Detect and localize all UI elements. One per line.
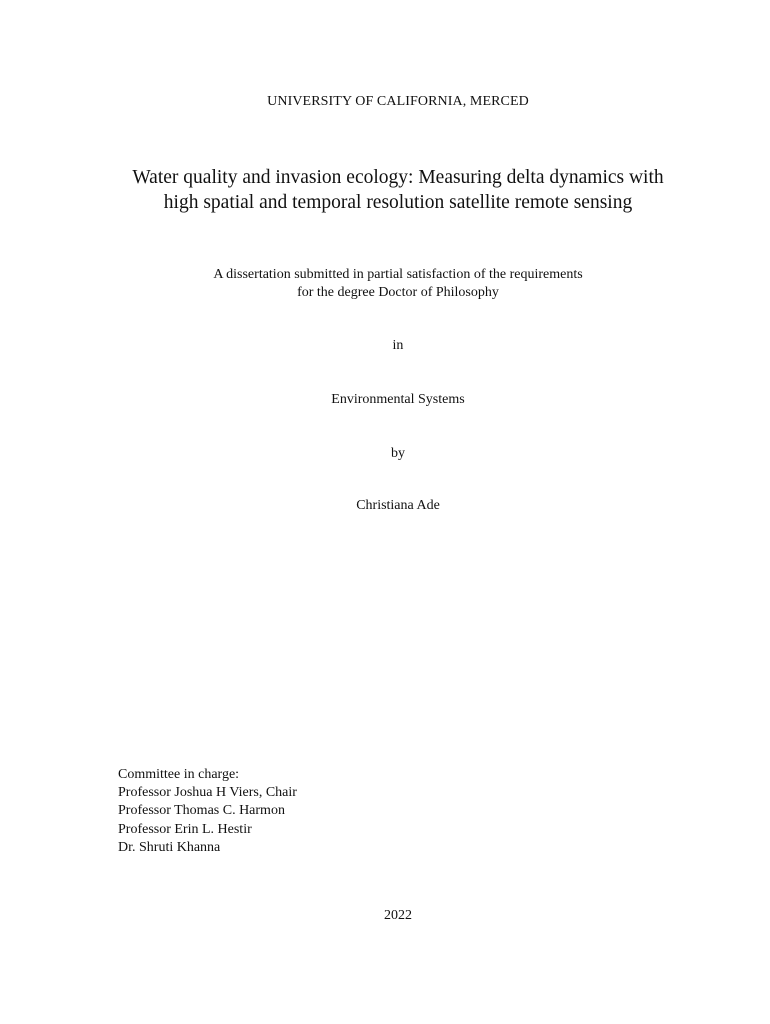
title-line-2: high spatial and temporal resolution satellite remote sensing	[163, 192, 633, 213]
committee-heading: Committee in charge:	[118, 767, 240, 782]
title-line-1: Water quality and invasion ecology: Measuring delta dynamics with	[132, 167, 664, 188]
program-name: Environmental Systems	[331, 392, 465, 407]
committee-member: Dr. Shruti Khanna	[118, 839, 221, 855]
dissertation-title	[0, 165, 770, 215]
committee-member: Professor Thomas C. Harmon	[118, 803, 285, 819]
author-name: Christiana Ade	[356, 498, 440, 513]
committee-block	[118, 766, 297, 857]
committee-member: Professor Joshua H Viers, Chair	[118, 785, 297, 801]
year: 2022	[384, 908, 412, 923]
by-label: by	[391, 446, 405, 461]
committee-member: Professor Erin L. Hestir	[118, 821, 252, 837]
statement-line-1: A dissertation submitted in partial satisfaction of the requirements	[213, 267, 583, 282]
university-name: UNIVERSITY OF CALIFORNIA, MERCED	[267, 94, 529, 109]
statement-line-2: for the degree Doctor of Philosophy	[297, 285, 499, 300]
in-label: in	[392, 338, 404, 353]
degree-statement	[0, 266, 770, 302]
